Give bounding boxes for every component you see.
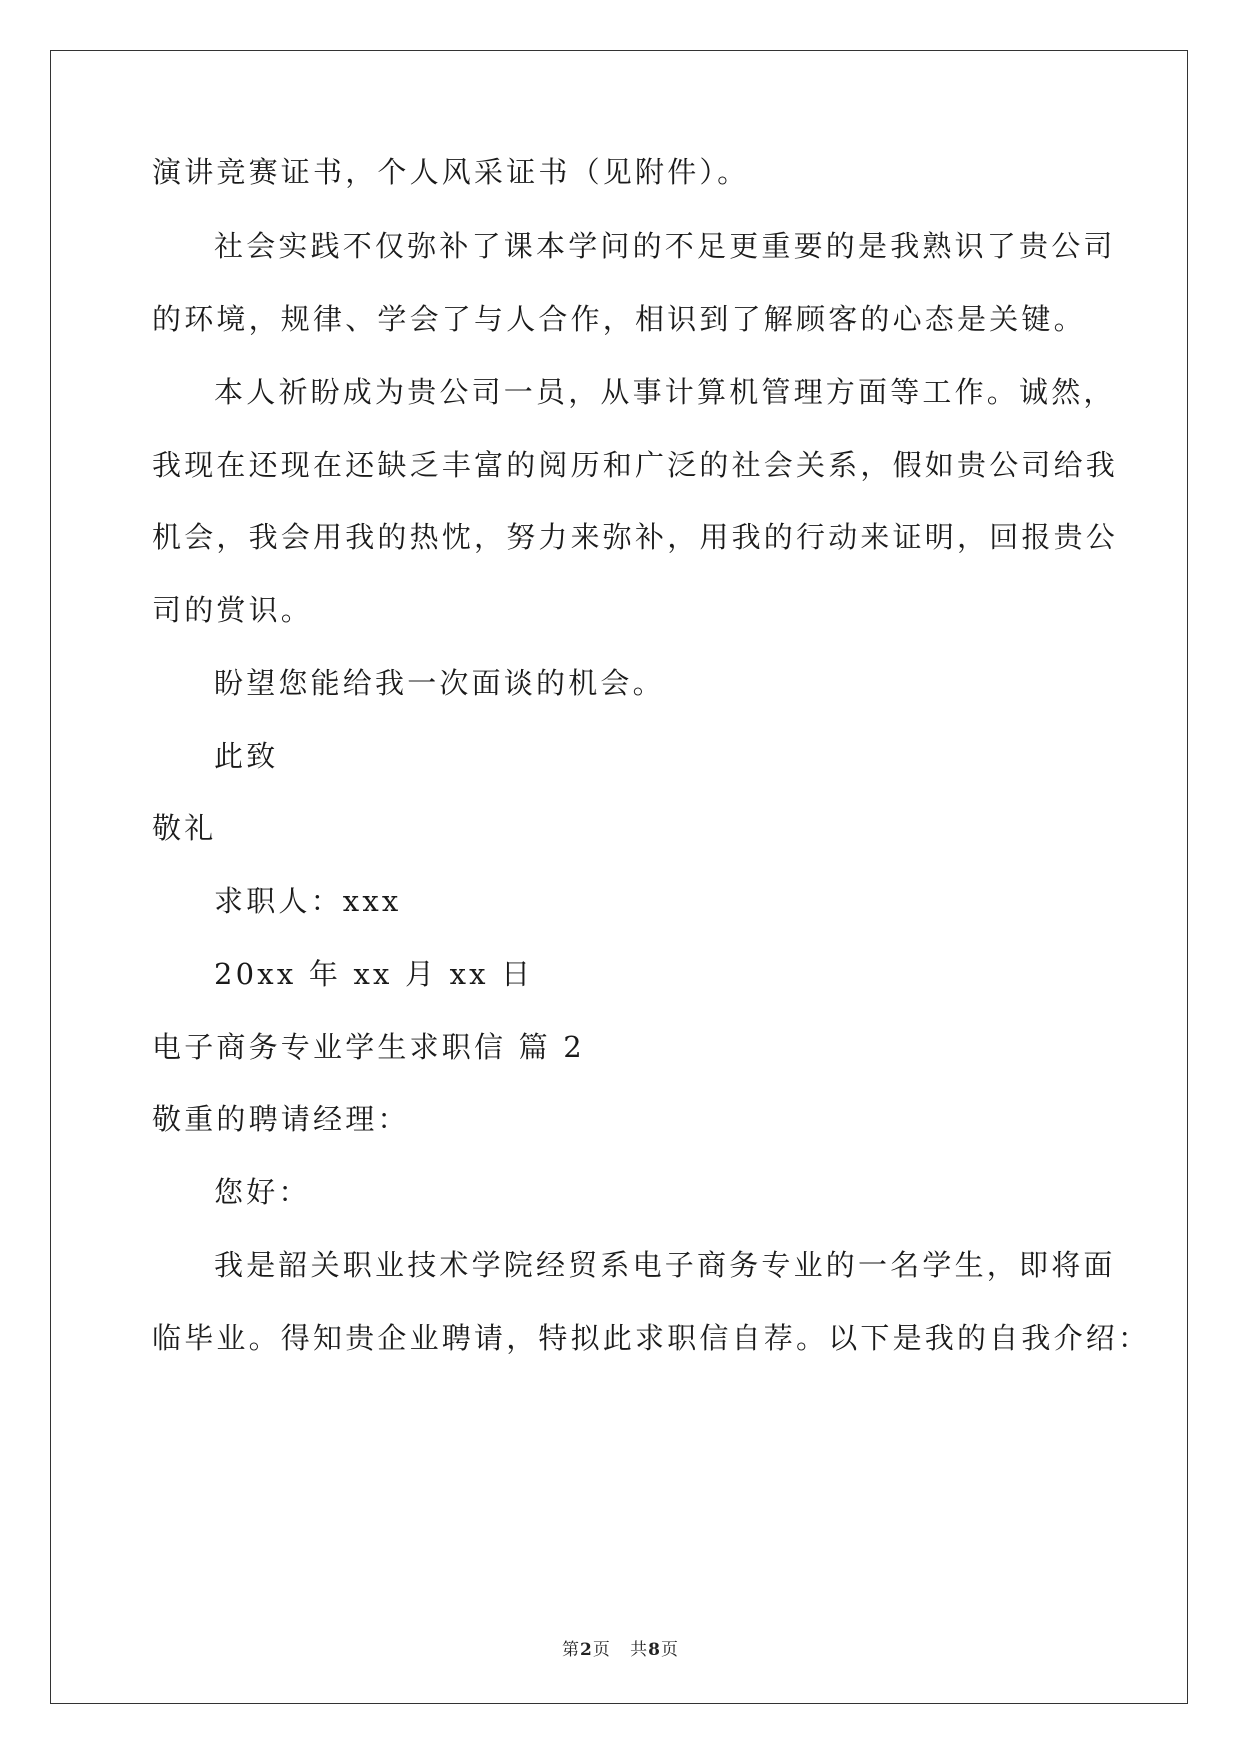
text-line: 临毕业。得知贵企业聘请，特拟此求职信自荐。以下是我的自我介绍： [152,1321,1151,1355]
greeting: 您好： [214,1175,311,1209]
footer-current-page: 2 [580,1640,593,1660]
letter-date: 20xx 年 xx 月 xx 日 [214,957,534,991]
footer-total-pages: 8 [648,1640,661,1660]
text-line: 司的赏识。 [152,593,314,627]
text-line: 演讲竞赛证书，个人风采证书（见附件）。 [152,155,750,189]
text-line: 机会，我会用我的热忱，努力来弥补，用我的行动来证明，回报贵公 [152,520,1119,554]
text-line: 盼望您能给我一次面谈的机会。 [214,666,665,700]
text-line: 我是韶关职业技术学院经贸系电子商务专业的一名学生，即将面 [214,1248,1116,1282]
text-line: 本人祈盼成为贵公司一员，从事计算机管理方面等工作。诚然， [214,375,1116,409]
text-line: 的环境，规律、学会了与人合作，相识到了解顾客的心态是关键。 [152,302,1086,336]
greeting-addressee: 敬重的聘请经理： [152,1102,410,1136]
closing-regards: 敬礼 [152,811,217,845]
footer-prefix: 第 [562,1640,581,1660]
text-line: 我现在还现在还缺乏丰富的阅历和广泛的社会关系，假如贵公司给我 [152,448,1119,482]
text-line: 社会实践不仅弥补了课本学问的不足更重要的是我熟识了贵公司 [214,229,1116,263]
section-title: 电子商务专业学生求职信 篇 2 [152,1030,585,1064]
applicant-name: 求职人：xxx [214,884,402,918]
footer-page-word: 页 [592,1640,611,1660]
page-footer [0,1635,1241,1660]
closing-salutation: 此致 [214,739,279,773]
footer-total-suffix: 页 [660,1640,679,1660]
footer-total-prefix: 共 [630,1640,649,1660]
